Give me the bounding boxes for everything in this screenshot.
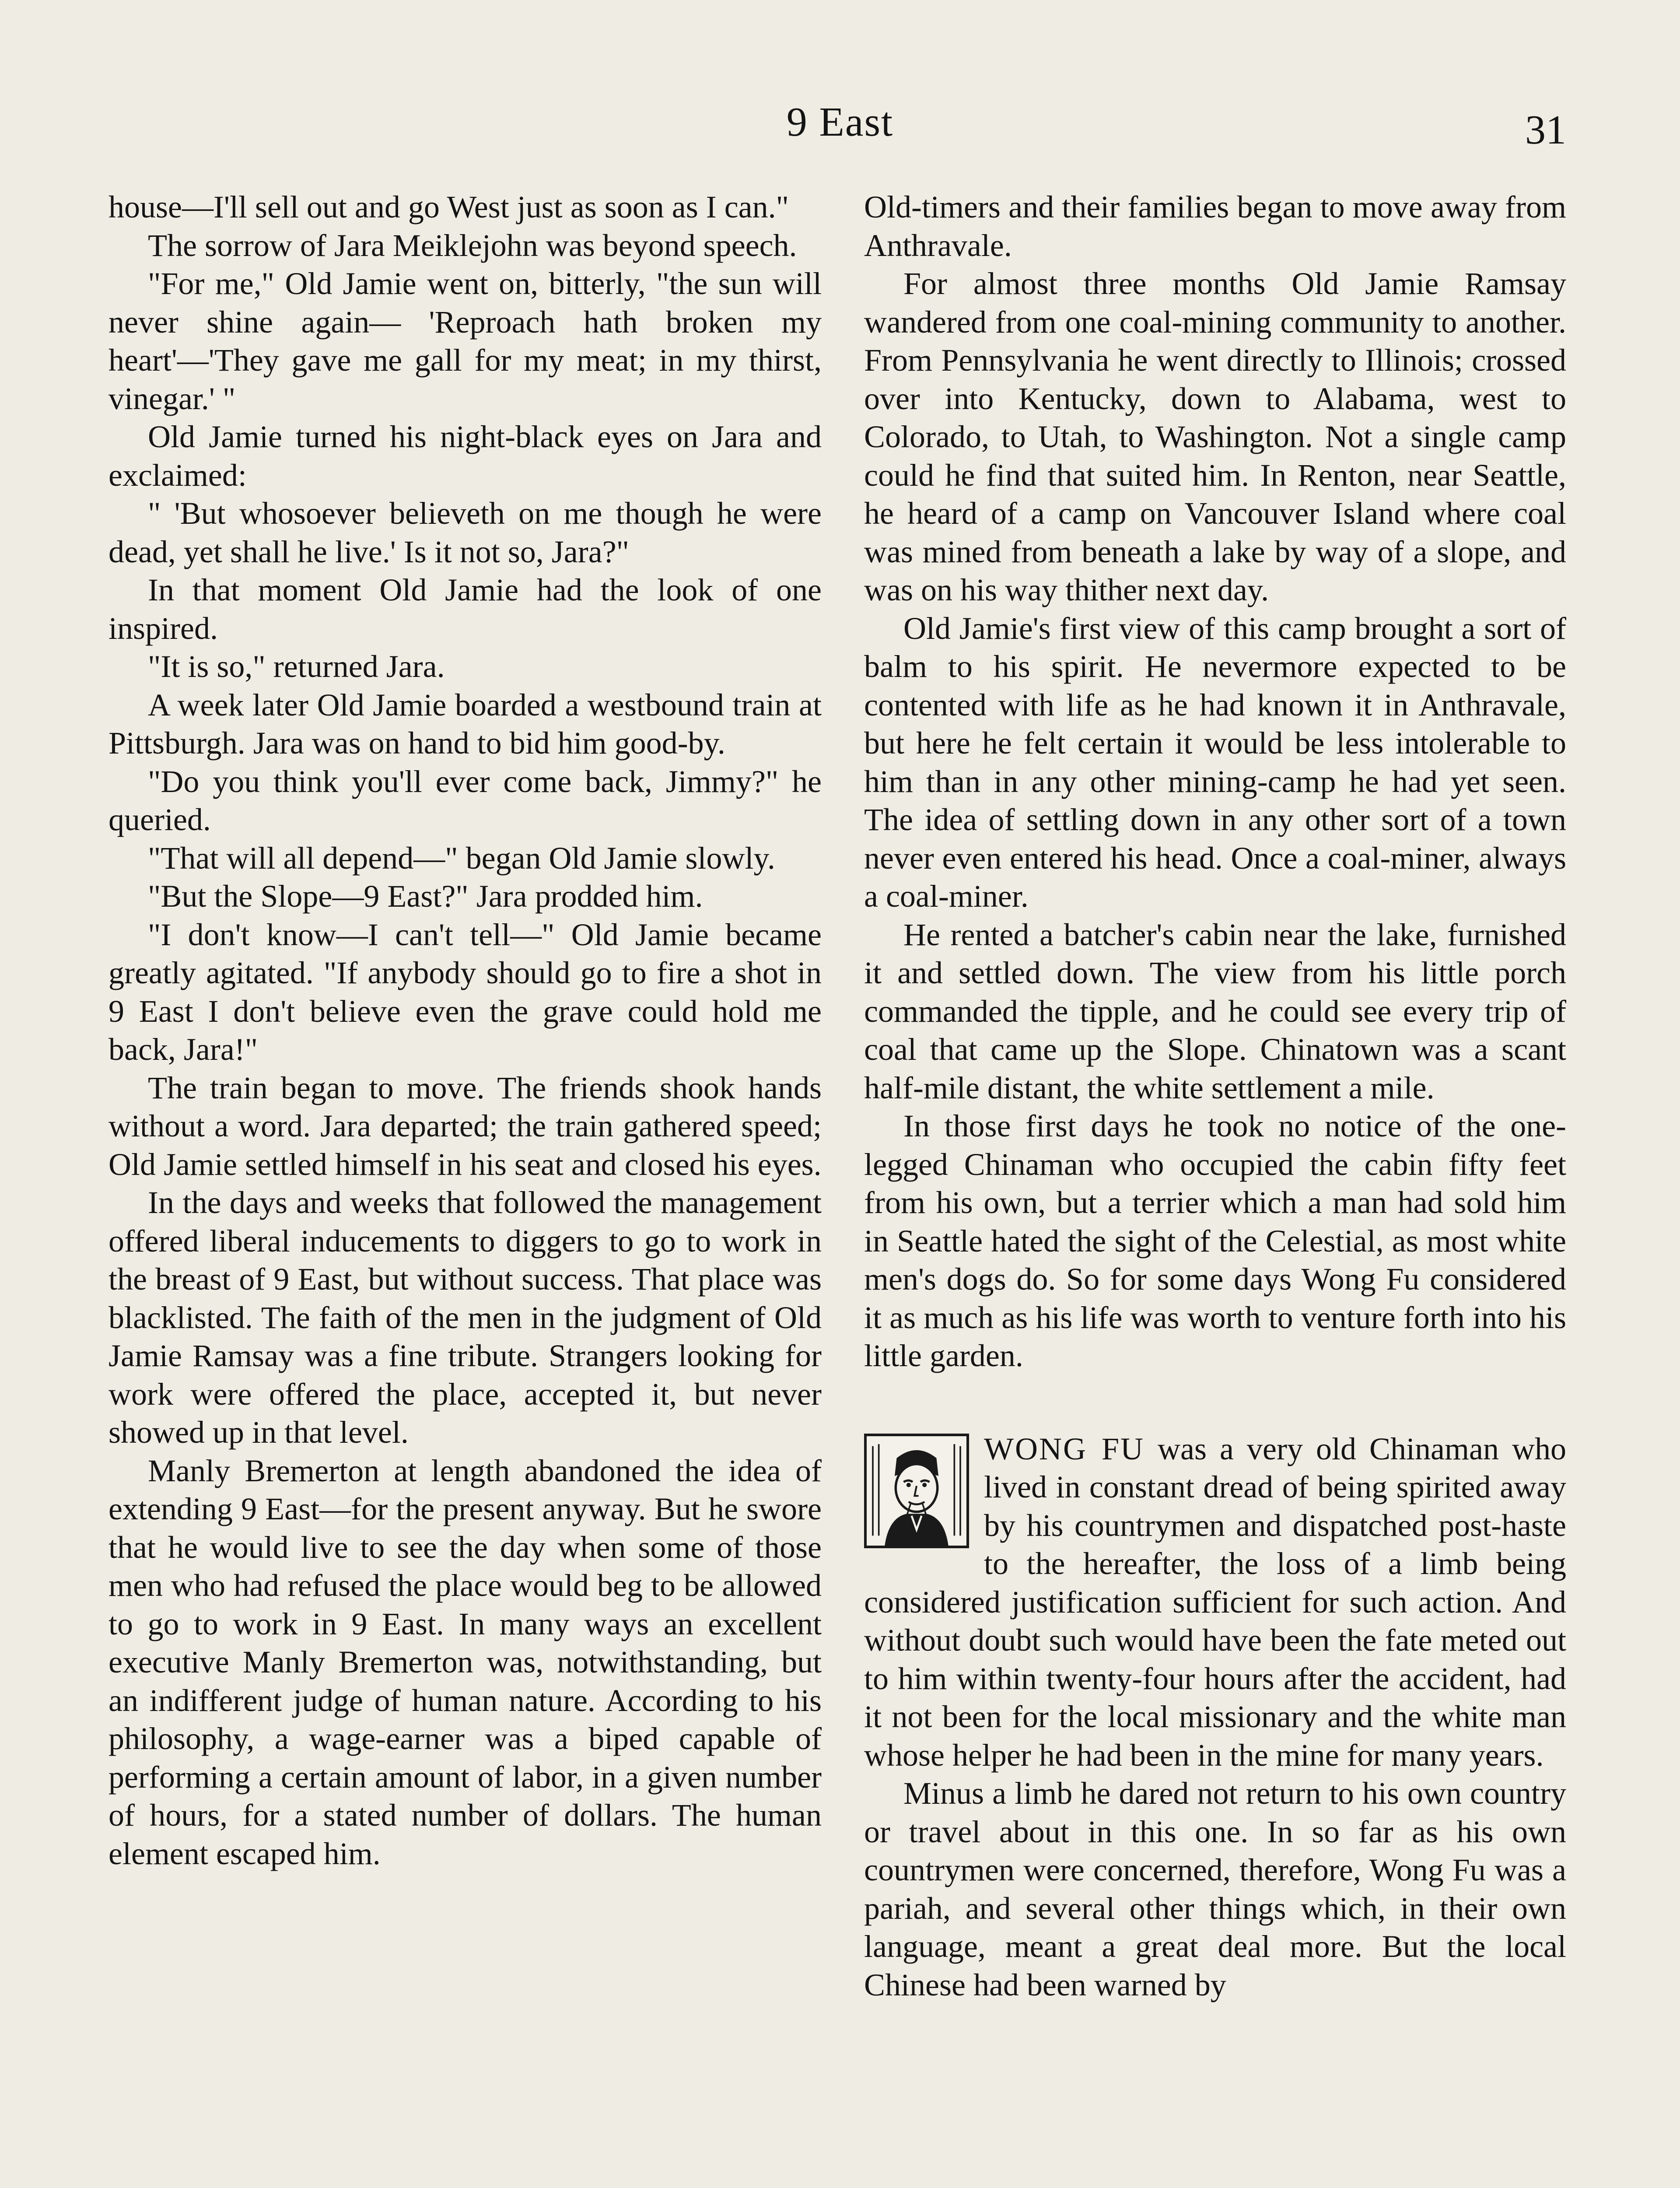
running-title: 9 East xyxy=(786,99,894,145)
paragraph: "I don't know—I can't tell—" Old Jamie became greatly agitated. "If anybody should go to fire a shot in 9 East I don't believe even the grave could hold me back, Jara!" xyxy=(108,917,822,1067)
section-lead-words: WONG FU xyxy=(984,1431,1145,1466)
section-opening-paragraph xyxy=(864,1430,1566,1775)
paragraph: house—I'll sell out and go West just as soon as I can." xyxy=(108,189,789,224)
paragraph: A week later Old Jamie boarded a westbound train at Pittsburgh. Jara was on hand to bid him good-by. xyxy=(108,687,822,761)
paragraph: "For me," Old Jamie went on, bitterly, "the sun will never shine again— 'Reproach hath broken my heart'—'They gave me gall for my meat; in my thirst, vinegar.' " xyxy=(108,266,822,416)
paragraph: Manly Bremerton at length abandoned the idea of extending 9 East—for the present anyway. But he swore that he would live to see the day when some of those men who had refused the place would beg to be allowed to go to work in 9 East. In many ways an excellent executive Manly Bremerton was, notwithstanding, but an indifferent judge of human nature. According to his philosophy, a wage-earner was a biped capable of performing a certain amount of labor, in a given number of hours, for a stated number of dollars. The human element escaped him. xyxy=(108,1453,822,1871)
paragraph: He rented a batcher's cabin near the lake, furnished it and settled down. The view from his little porch commanded the tipple, and he could see every trip of coal that came up the Slope. Chinatown was a scant half-mile distant, the white settlement a mile. xyxy=(864,917,1566,1105)
portrait-illustration xyxy=(864,1434,969,1548)
paragraph: Old-timers and their families began to move away from Anthravale. xyxy=(864,189,1566,263)
paragraph: In those first days he took no notice of the one-legged Chinaman who occupied the cabin fifty feet from his own, but a terrier which a man had sold him in Seattle hated the sight of the Celestial, as most white men's dogs do. So for some days Wong Fu considered it as much as his life was worth to venture forth into his little garden. xyxy=(864,1108,1566,1373)
page-number: 31 xyxy=(1525,107,1566,153)
section-break xyxy=(864,1375,1566,1430)
right-column xyxy=(864,188,1566,2004)
paragraph: The sorrow of Jara Meiklejohn was beyond speech. xyxy=(148,228,797,263)
paragraph: The train began to move. The friends shook hands without a word. Jara departed; the train gathered speed; Old Jamie settled himself in his seat and closed his eyes. xyxy=(108,1070,822,1182)
paragraph: "But the Slope—9 East?" Jara prodded him. xyxy=(148,879,703,914)
paragraph: " 'But whosoever believeth on me though he were dead, yet shall he live.' Is it not so, Jara?" xyxy=(108,496,822,569)
paragraph: In that moment Old Jamie had the look of one inspired. xyxy=(108,572,822,646)
paragraph: For almost three months Old Jamie Ramsay wandered from one coal-mining community to another. From Pennsylvania he went directly to Illinois; crossed over into Kentucky, down to Alabama, west to Colorado, to Utah, to Washington. Not a single camp could he find that suited him. In Renton, near Seattle, he heard of a camp on Vancouver Island where coal was mined from beneath a lake by way of a slope, and was on his way thither next day. xyxy=(864,266,1566,607)
chinese-man-portrait-icon xyxy=(867,1436,966,1546)
paragraph: Minus a limb he dared not return to his own country or travel about in this one. In so far as his own countrymen were concerned, therefore, Wong Fu was a pariah, and several other things which, in their own language, meant a great deal more. But the local Chinese had been warned by xyxy=(864,1776,1566,2002)
left-column xyxy=(108,188,822,1873)
paragraph: In the days and weeks that followed the management offered liberal inducements to diggers to go to work in the breast of 9 East, but without success. That place was blacklisted. The faith of the men in the judgment of Old Jamie Ramsay was a fine tribute. Strangers looking for work were offered the place, accepted it, but never showed up in that level. xyxy=(108,1185,822,1450)
paragraph: Old Jamie turned his night-black eyes on Jara and exclaimed: xyxy=(108,419,822,493)
paragraph: "It is so," returned Jara. xyxy=(148,649,445,684)
paragraph: "That will all depend—" began Old Jamie slowly. xyxy=(148,840,775,876)
paragraph: Old Jamie's first view of this camp brought a sort of balm to his spirit. He nevermore expected to be contented with life as he had known it in Anthravale, but here he felt certain it would be less intolerable to him than in any other mining-camp he had yet seen. The idea of settling down in any other sort of a town never even entered his head. Once a coal-miner, always a coal-miner. xyxy=(864,610,1566,914)
paragraph: "Do you think you'll ever come back, Jimmy?" he queried. xyxy=(108,764,822,837)
section-opening-text: was a very old Chinaman who lived in constant dread of being spirited away by his countrymen and dispatched post-haste to the hereafter, the loss of a limb being considered justification sufficient for such action. And without doubt such would have been the fate meted out to him within twenty-four hours after the accident, had it not been for the local missionary and the white man whose helper he had been in the mine for many years. xyxy=(864,1431,1566,1773)
running-head xyxy=(0,98,1680,155)
